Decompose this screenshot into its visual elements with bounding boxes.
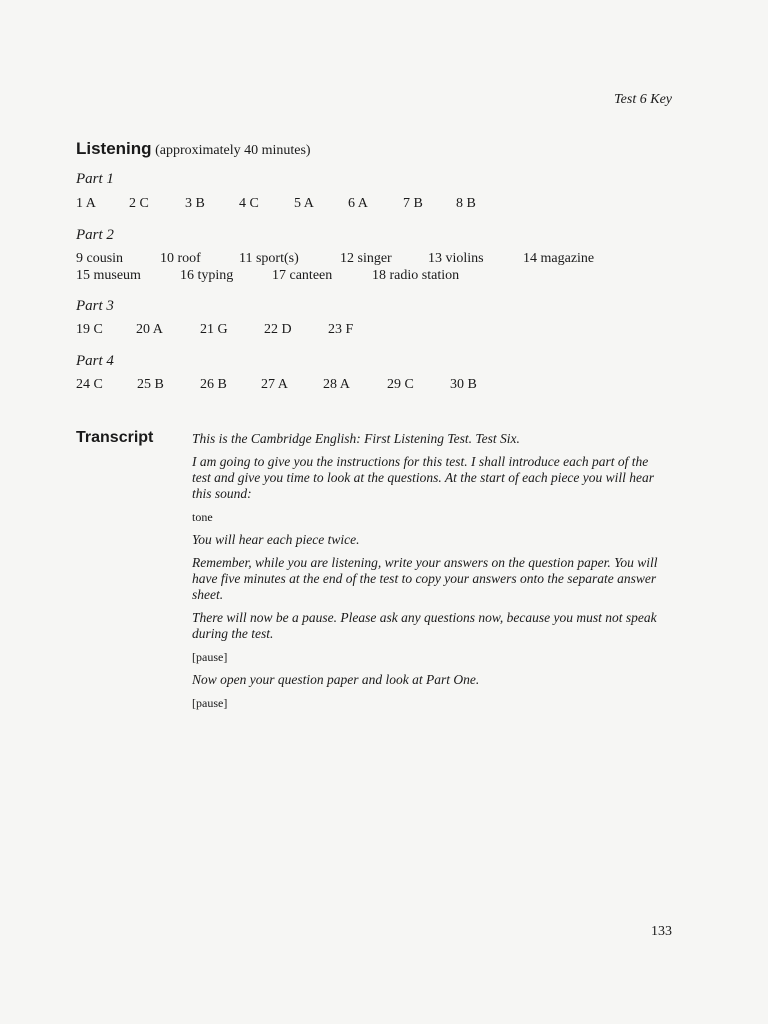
part-2-label: Part 2 [76, 227, 114, 243]
transcript-paragraph: This is the Cambridge English: First Listening Test. Test Six. [192, 431, 520, 446]
answer-item: 20 A [136, 322, 163, 337]
transcript-paragraph: There will now be a pause. Please ask any questions now, because you must not speak during the test. [192, 610, 657, 641]
transcript-pause-cue: [pause] [192, 696, 228, 710]
page-number: 133 [651, 924, 672, 939]
listening-heading [76, 139, 311, 159]
answer-item: 22 D [264, 322, 292, 337]
answer-item: 9 cousin [76, 251, 124, 266]
transcript-pause-cue: [pause] [192, 650, 228, 664]
answer-item: 3 B [185, 196, 205, 211]
answer-item: 10 roof [160, 251, 201, 266]
answer-item: 30 B [450, 377, 477, 392]
answer-item: 8 B [456, 196, 476, 211]
answer-item: 23 F [328, 322, 354, 337]
transcript-sound-cue: tone [192, 510, 213, 524]
transcript-paragraph: You will hear each piece twice. [192, 532, 360, 547]
transcript-paragraph: Now open your question paper and look at Part One. [192, 672, 480, 687]
answer-item: 14 magazine [523, 251, 595, 266]
transcript-paragraph: I am going to give you the instructions for this test. I shall introduce each part of the test and give you time to look at the questions. At the start of each piece you will hear this sound: [192, 454, 655, 501]
answer-item: 6 A [348, 196, 368, 211]
answer-item: 24 C [76, 377, 103, 392]
transcript-body [192, 431, 662, 718]
answer-item: 28 A [323, 377, 350, 392]
answer-item: 25 B [137, 377, 164, 392]
answer-item: 5 A [294, 196, 314, 211]
answer-item: 11 sport(s) [239, 251, 299, 266]
part-3-label: Part 3 [76, 298, 114, 314]
transcript-heading: Transcript [76, 429, 154, 446]
part-4-label: Part 4 [76, 353, 114, 369]
answer-item: 21 G [200, 322, 228, 337]
answer-item: 27 A [261, 377, 288, 392]
answer-item: 26 B [200, 377, 227, 392]
answer-item: 12 singer [340, 251, 392, 266]
answer-item: 17 canteen [272, 268, 333, 283]
answer-item: 4 C [239, 196, 259, 211]
answer-item: 15 museum [76, 268, 141, 283]
answer-item: 19 C [76, 322, 103, 337]
listening-title: Listening [76, 139, 152, 158]
running-header: Test 6 Key [614, 92, 672, 107]
answer-item: 2 C [129, 196, 149, 211]
answer-item: 18 radio station [372, 268, 460, 283]
answer-item: 7 B [403, 196, 423, 211]
transcript-paragraph: Remember, while you are listening, write your answers on the question paper. You will have five minutes at the end of the test to copy your answers onto the separate answer sheet. [192, 555, 658, 602]
answer-item: 16 typing [180, 268, 234, 283]
part-1-label: Part 1 [76, 171, 114, 187]
listening-subtitle: (approximately 40 minutes) [155, 143, 311, 158]
answer-item: 13 violins [428, 251, 484, 266]
answer-item: 1 A [76, 196, 96, 211]
answer-item: 29 C [387, 377, 414, 392]
